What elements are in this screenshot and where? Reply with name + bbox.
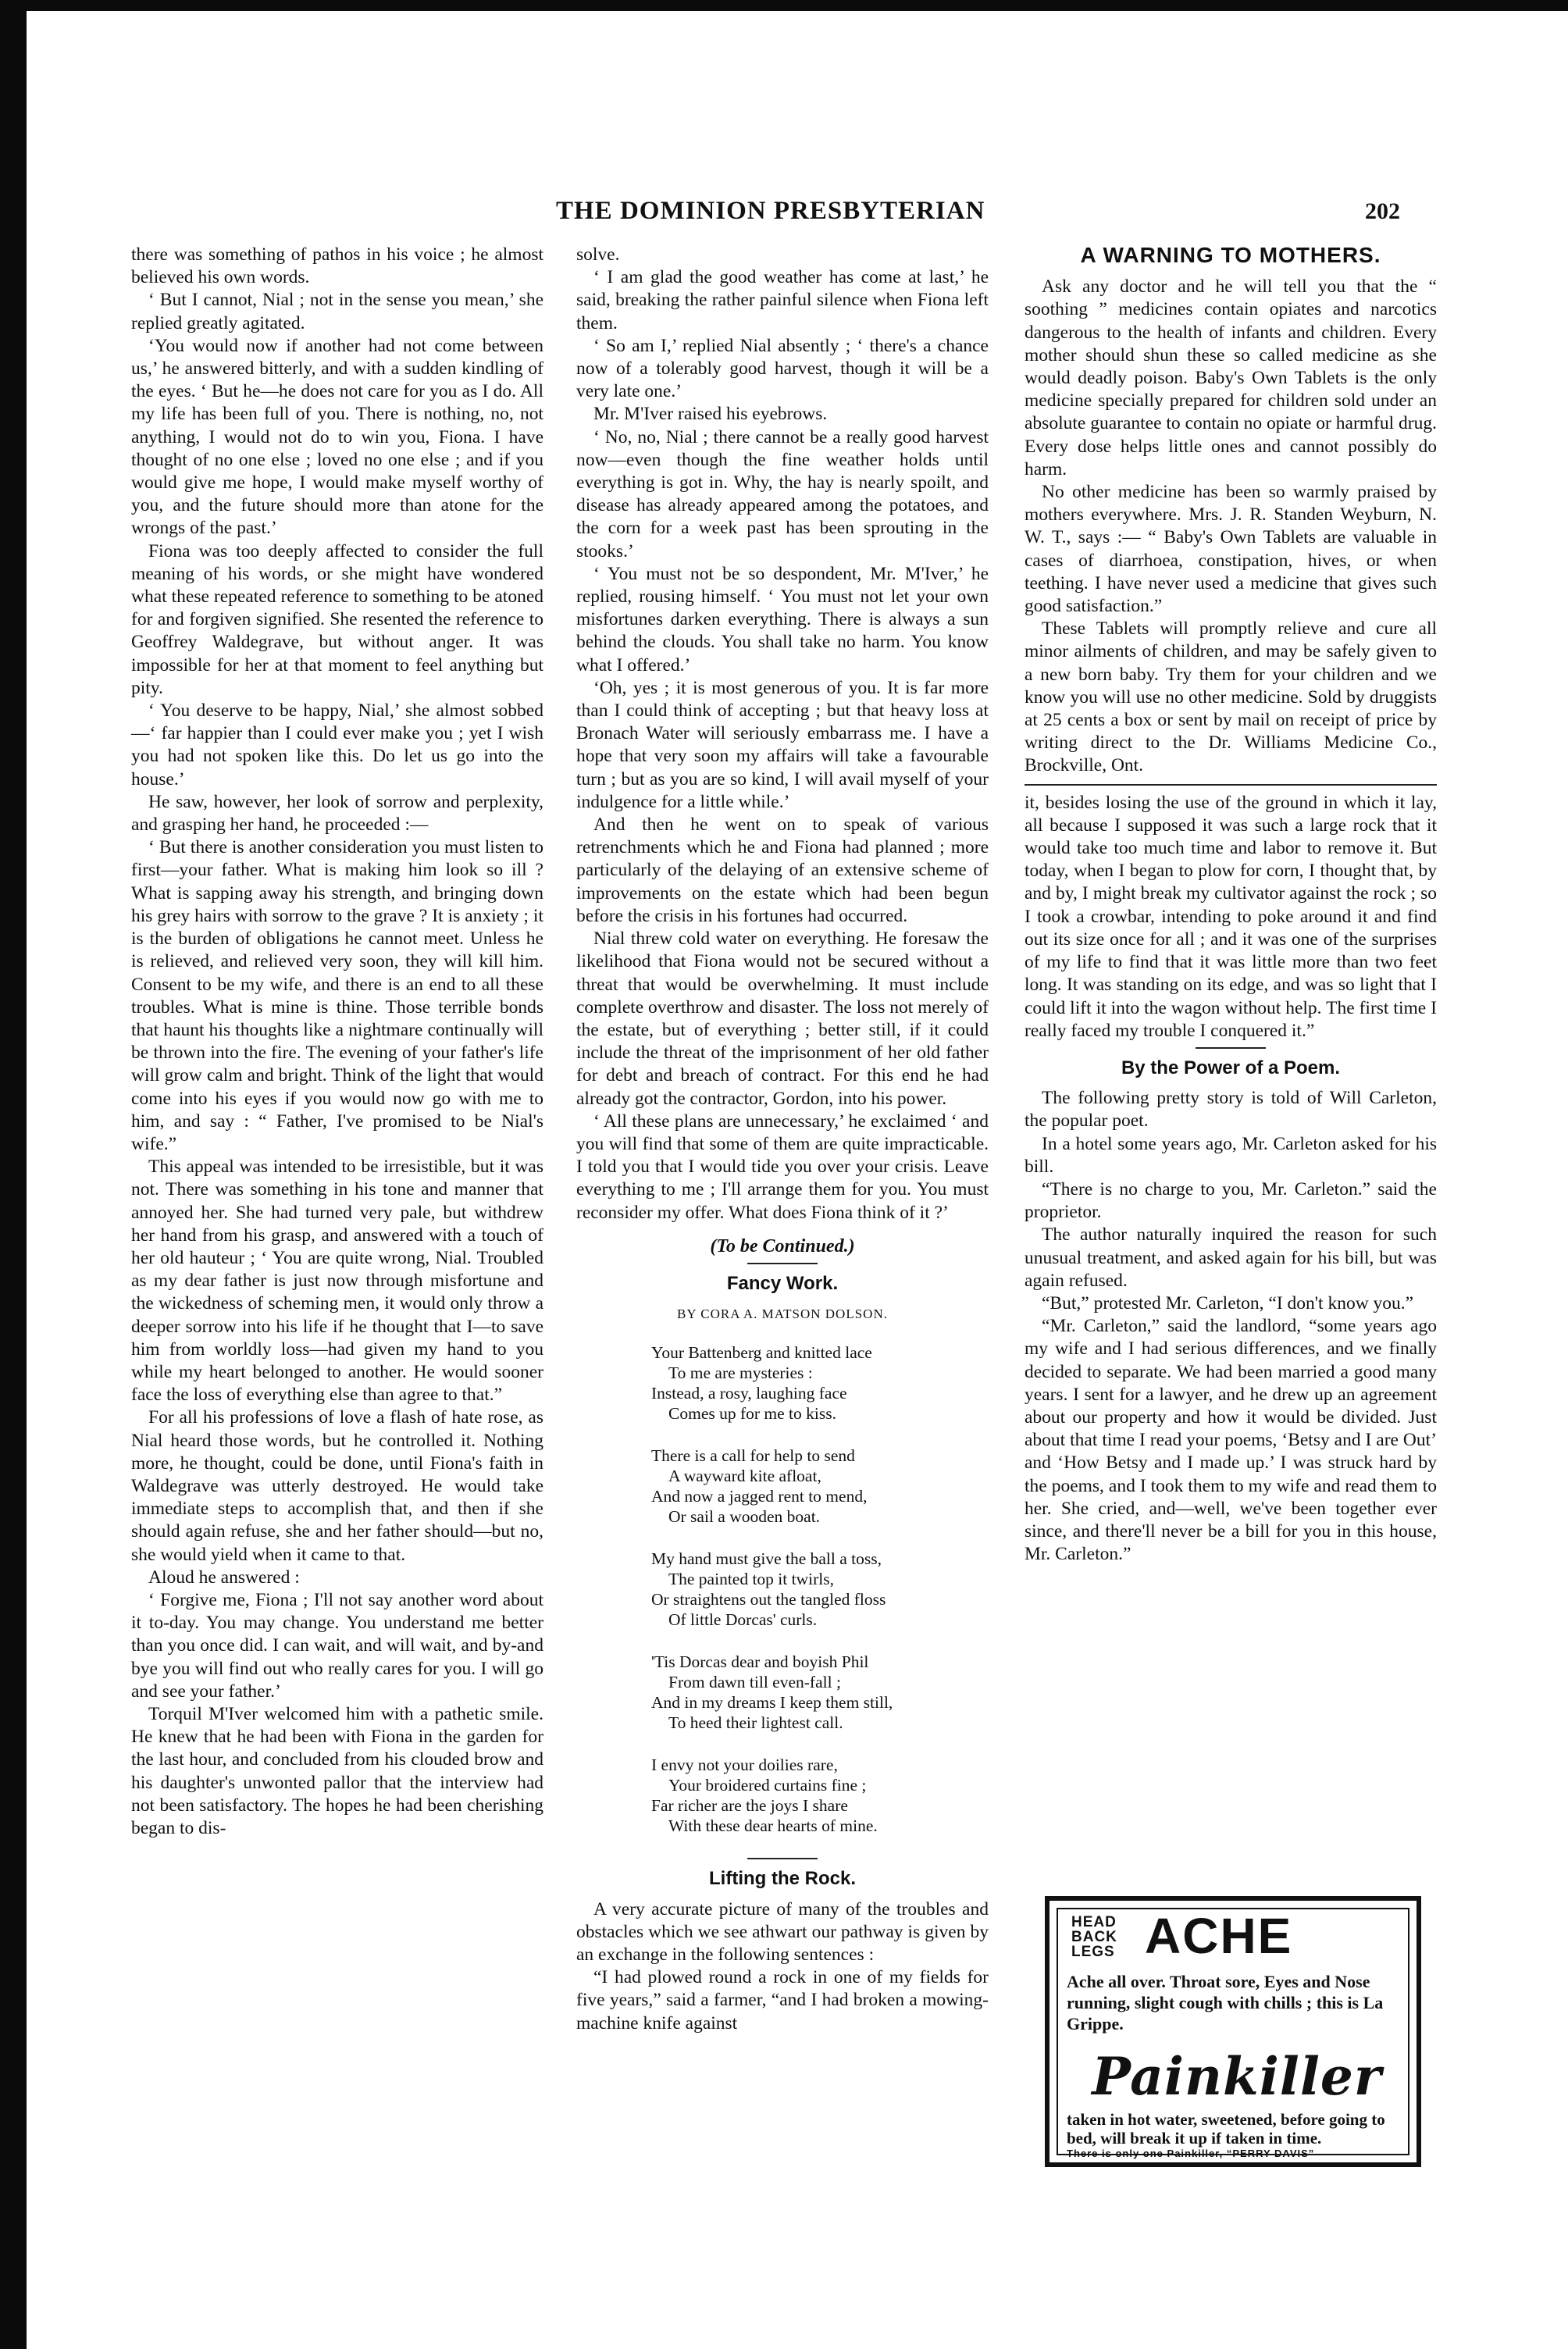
paragraph: No other medicine has been so warmly praised by mothers everywhere. Mrs. J. R. Standen Weyburn, N. W. T., says :— “ Baby's Own Tablets are valuable in cases of diarrhoea, constipation, hives, or when teething. I have never used a medicine that gives such good satisfaction.”	[1025, 482, 1437, 617]
paragraph: solve.	[576, 244, 620, 265]
ad-word: BACK	[1071, 1929, 1117, 1945]
painkiller-advertisement	[1045, 1896, 1421, 2167]
poem-line: Of little Dorcas' curls.	[668, 1610, 818, 1630]
paragraph: there was something of pathos in his voice ; he almost believed his own words.	[131, 244, 543, 288]
paragraph: These Tablets will promptly relieve and cure all minor ailments of children, and may be safely given to a new born baby. Try them for your children and we know you will use no other medicine. Sold by druggists at 25 cents a box or sent by mail on receipt of price by writing direct to the Dr. Williams Medicine Co., Brockville, Ont.	[1025, 618, 1437, 776]
paragraph: And then he went on to speak of various retrenchments which he and Fiona had planned ; more particularly of the delaying of an extensive scheme of improvements on the estate which had been begun before the crisis in his fortunes had occurred.	[576, 814, 989, 926]
divider	[747, 1263, 818, 1264]
paragraph: “But,” protested Mr. Carleton, “I don't know you.”	[1042, 1292, 1414, 1314]
poem-line: With these dear hearts of mine.	[668, 1816, 878, 1836]
poem-stanza	[651, 1342, 989, 1424]
publication-title: THE DOMINION PRESBYTERIAN	[556, 197, 985, 225]
paragraph: ‘ You deserve to be happy, Nial,’ she almost sobbed—‘ far happier than I could ever make you ; yet I wish you had not spoken like this. Do let us go into the house.’	[131, 700, 543, 790]
paragraph: ‘ Forgive me, Fiona ; I'll not say another word about it to-day. You may change. You understand me better than you once did. I can wait, and will wait, and by-and bye you will find out who really cares for you. I will go and see your father.’	[131, 1589, 543, 1702]
ad-word: HEAD	[1071, 1914, 1117, 1930]
paragraph: ‘ No, no, Nial ; there cannot be a really good harvest now—even though the fine weather holds until everything is got in. Why, the hay is nearly spoilt, and disease has already appeared among the potatoes, and the corn for a week past has been sprouting in the stooks.’	[576, 426, 989, 561]
poem-stanza	[651, 1755, 989, 1836]
paragraph: it, besides losing the use of the ground in which it lay, all because I supposed it was such a large rock that it would take too much time and labor to remove it. But today, when I began to plow for corn, I thought that, by and by, I might break my cultivator against the rock ; so I took a crowbar, intending to poke around it and find out its size once for all ; and it was one of the surprises of my life to find that it was little more than two feet long. It was standing on its edge, and was so light that I could lift it into the wagon without help. The first time I really faced my trouble I conquered it.”	[1025, 792, 1437, 1041]
paragraph: He saw, however, her look of sorrow and perplexity, and grasping her hand, he proceeded :—	[131, 791, 543, 836]
ad-word: LEGS	[1071, 1944, 1115, 1960]
paragraph: Torquil M'Iver welcomed him with a pathetic smile. He knew that he had been with Fiona in the garden for the last hour, and concluded from his clouded brow and his daughter's unwonted pallor that the interview had not been satisfactory. The hopes he had been cherishing began to dis-	[131, 1704, 543, 1839]
paragraph: ‘ But there is another consideration you must listen to first—your father. What is making him look so ill ? What is sapping away his strength, and bringing down his grey hairs with sorrow to the grave ? It is anxiety ; it is the burden of obligations he cannot meet. Unless he is relieved, and relieved very soon, they will kill him. Consent to be my wife, and there is an end to all these troubles. What is mine is thine. Those terrible bonds that haunt his thoughts like a nightmare continually will be thrown into the fire. The evening of your father's life will grow calm and bright. Think of the light that would come into his eyes if you would now go with me to him, and say : “ Father, I've promised to be Nial's wife.”	[131, 837, 543, 1154]
paragraph: The following pretty story is told of Will Carleton, the popular poet.	[1025, 1088, 1437, 1132]
poem-line: To me are mysteries :	[668, 1363, 813, 1383]
page-number: 202	[1365, 198, 1400, 224]
paragraph: This appeal was intended to be irresistible, but it was not. There was something in his tone and manner that annoyed her. She had turned very pale, but withdrew her hand from his grasp, and answered with a touch of her old hauteur ; ‘ You are quite wrong, Nial. Troubled as my dear father is just now through misfortune and the wickedness of scheming men, it would only throw a deeper sorrow into his life if he thought that I—to save him from worldly loss—had given my hand to you while my heart belonged to another. He would sooner face the loss of everything else than agree to that.”	[131, 1157, 543, 1406]
article-title: Lifting the Rock.	[709, 1868, 856, 1890]
divider	[1025, 784, 1437, 786]
article-title: By the Power of a Poem.	[1121, 1057, 1341, 1078]
paragraph: ‘You would now if another had not come between us,’ he answered bitterly, and with a sudden kindling of the eyes. ‘ But he—he does not care for you as I do. All my life has been full of you. There is nothing, no, not anything, I would not do to win you, Fiona. I have thought of no one else ; loved no one else ; and if you would give me hope, I would make myself worthy of you, and the future should more than atone for the wrongs of the past.’	[131, 335, 543, 539]
divider	[1196, 1047, 1266, 1049]
poem-line: There is a call for help to send	[651, 1446, 855, 1466]
poem-line: Or sail a wooden boat.	[668, 1507, 821, 1527]
paragraph: Mr. M'Iver raised his eyebrows.	[593, 404, 828, 425]
paragraph: ‘ All these plans are unnecessary,’ he exclaimed ‘ and you will find that some of them are quite impracticable. I told you that I would tide you over your crisis. Leave everything to me ; I'll arrange them for you. You must reconsider my offer. What does Fiona think of it ?’	[576, 1110, 989, 1223]
column-1	[131, 244, 543, 1840]
divider	[747, 1858, 818, 1859]
poem-line: To heed their lightest call.	[668, 1713, 843, 1733]
poem-line: A wayward kite afloat,	[668, 1467, 821, 1486]
paragraph: ‘Oh, yes ; it is most generous of you. It is far more than I could think of accepting ; but that heavy loss at Bronach Water will seriously embarrass me. I have a hope that very soon my affairs will take a favourable turn ; but as you are so kind, I will avail myself of your indulgence for a little while.’	[576, 677, 989, 812]
poem-stanza	[651, 1445, 989, 1527]
poem-line: And in my dreams I keep them still,	[651, 1693, 893, 1713]
paragraph: “Mr. Carleton,” said the landlord, “some years ago my wife and I had serious differences, and we finally decided to separate. We had been married a good many years. I sent for a lawyer, and he drew up an agreement about our property and how it would be divided. Just about that time I read your poems, ‘Betsy and I are Out’ and ‘How Betsy and I made up.’ I was struck hard by the poems, and I took them to my wife and read them to her. She cried, and—well, we've been together ever since, and there'll never be a bill for you in this house, Mr. Carleton.”	[1025, 1316, 1437, 1565]
ad-text: Ache all over. Throat sore, Eyes and Nose running, slight cough with chills ; this is La Grippe.	[1067, 1972, 1384, 2034]
poem-line: The painted top it twirls,	[668, 1570, 834, 1589]
poem-stanza	[651, 1652, 989, 1733]
page-header	[0, 197, 1568, 236]
column-3	[1025, 244, 1437, 1566]
article-title: A WARNING TO MOTHERS.	[1080, 243, 1381, 267]
ad-footer: There is only one Painkiller, “PERRY DAVIS”	[1067, 2148, 1315, 2159]
paragraph: “I had plowed round a rock in one of my fields for five years,” said a farmer, “and I had broken a mowing-machine knife against	[576, 1967, 989, 2034]
column-2	[576, 244, 989, 2035]
to-be-continued: (To be Continued.)	[710, 1235, 855, 1256]
ad-brand-logo: Painkiller	[1092, 2046, 1382, 2107]
paragraph: In a hotel some years ago, Mr. Carleton asked for his bill.	[1025, 1133, 1437, 1177]
scan-border-left	[0, 0, 27, 2349]
poem-byline: BY CORA A. MATSON DOLSON.	[677, 1306, 888, 1322]
paragraph: The author naturally inquired the reason for such unusual treatment, and asked again for his bill, but was again refused.	[1025, 1224, 1437, 1291]
poem-line: And now a jagged rent to mend,	[651, 1487, 868, 1506]
paragraph: ‘ So am I,’ replied Nial absently ; ‘ there's a chance now of a tolerably good harvest, though it will be a very late one.’	[576, 335, 989, 402]
poem-line: My hand must give the ball a toss,	[651, 1549, 882, 1569]
poem-line: Instead, a rosy, laughing face	[651, 1384, 847, 1403]
poem-line: Comes up for me to kiss.	[668, 1404, 836, 1424]
poem-line: Far richer are the joys I share	[651, 1796, 848, 1816]
ad-stacked-words	[1071, 1915, 1117, 1959]
paragraph: Aloud he answered :	[148, 1567, 300, 1588]
ad-headline: ACHE	[1145, 1908, 1293, 1964]
poem-line: From dawn till even-fall ;	[668, 1673, 841, 1692]
paragraph: Fiona was too deeply affected to consider the full meaning of his words, or she might have wondered what these repeated reference to something to be atoned for and forgiven signified. She resented the reference to Geoffrey Waldegrave, but without anger. It was impossible for her at that moment to feel anything but pity.	[131, 540, 543, 698]
scan-border-top	[0, 0, 1568, 11]
paragraph: Ask any doctor and he will tell you that the “ soothing ” medicines contain opiates and narcotics dangerous to the health of infants and children. Every mother should shun these so called medicine as she would deadly poison. Baby's Own Tablets is the only medicine specially prepared for children sold under an absolute guarantee to contain no opiate or harmful drug. Every dose helps little ones and cannot possibly do harm.	[1025, 276, 1437, 479]
poem-stanza	[651, 1549, 989, 1630]
ad-text: taken in hot water, sweetened, before going to bed, will break it up if taken in time.	[1067, 2110, 1385, 2148]
paragraph: “There is no charge to you, Mr. Carleton.” said the proprietor.	[1025, 1178, 1437, 1223]
poem-line: Or straightens out the tangled floss	[651, 1590, 886, 1609]
poem-title: Fancy Work.	[726, 1272, 839, 1294]
paragraph: A very accurate picture of many of the troubles and obstacles which we see athwart our pathway is given by an exchange in the following sentences :	[576, 1898, 989, 1965]
paragraph: ‘ You must not be so despondent, Mr. M'Iver,’ he replied, rousing himself. ‘ You must not let your own misfortunes darken everything. There is always a sun behind the clouds. You shall take no harm. You know what I offered.’	[576, 563, 989, 675]
paragraph: Nial threw cold water on everything. He foresaw the likelihood that Fiona would not be secured without a threat that would be overwhelming. It must include complete overthrow and disaster. The loss not merely of the estate, but of everything ; better still, if it could include the threat of the imprisonment of her old father for debt and breach of contract. For this end he had already got the contractor, Gordon, into his power.	[576, 929, 989, 1109]
paragraph: ‘ I am glad the good weather has come at last,’ he said, breaking the rather painful silence when Fiona left them.	[576, 267, 989, 333]
paragraph: ‘ But I cannot, Nial ; not in the sense you mean,’ she replied greatly agitated.	[131, 290, 543, 333]
paragraph: For all his professions of love a flash of hate rose, as Nial heard those words, but he controlled it. Nothing more, he thought, could be done, until Fiona's faith in Waldegrave was utterly destroyed. He would take immediate steps to accomplish that, and then if she should again refuse, she and her father should—but no, she would yield when it came to that.	[131, 1407, 543, 1565]
poem-line: I envy not your doilies rare,	[651, 1756, 838, 1775]
poem-line: Your Battenberg and knitted lace	[651, 1343, 872, 1363]
poem-line: 'Tis Dorcas dear and boyish Phil	[651, 1652, 869, 1672]
poem-line: Your broidered curtains fine ;	[668, 1776, 867, 1795]
